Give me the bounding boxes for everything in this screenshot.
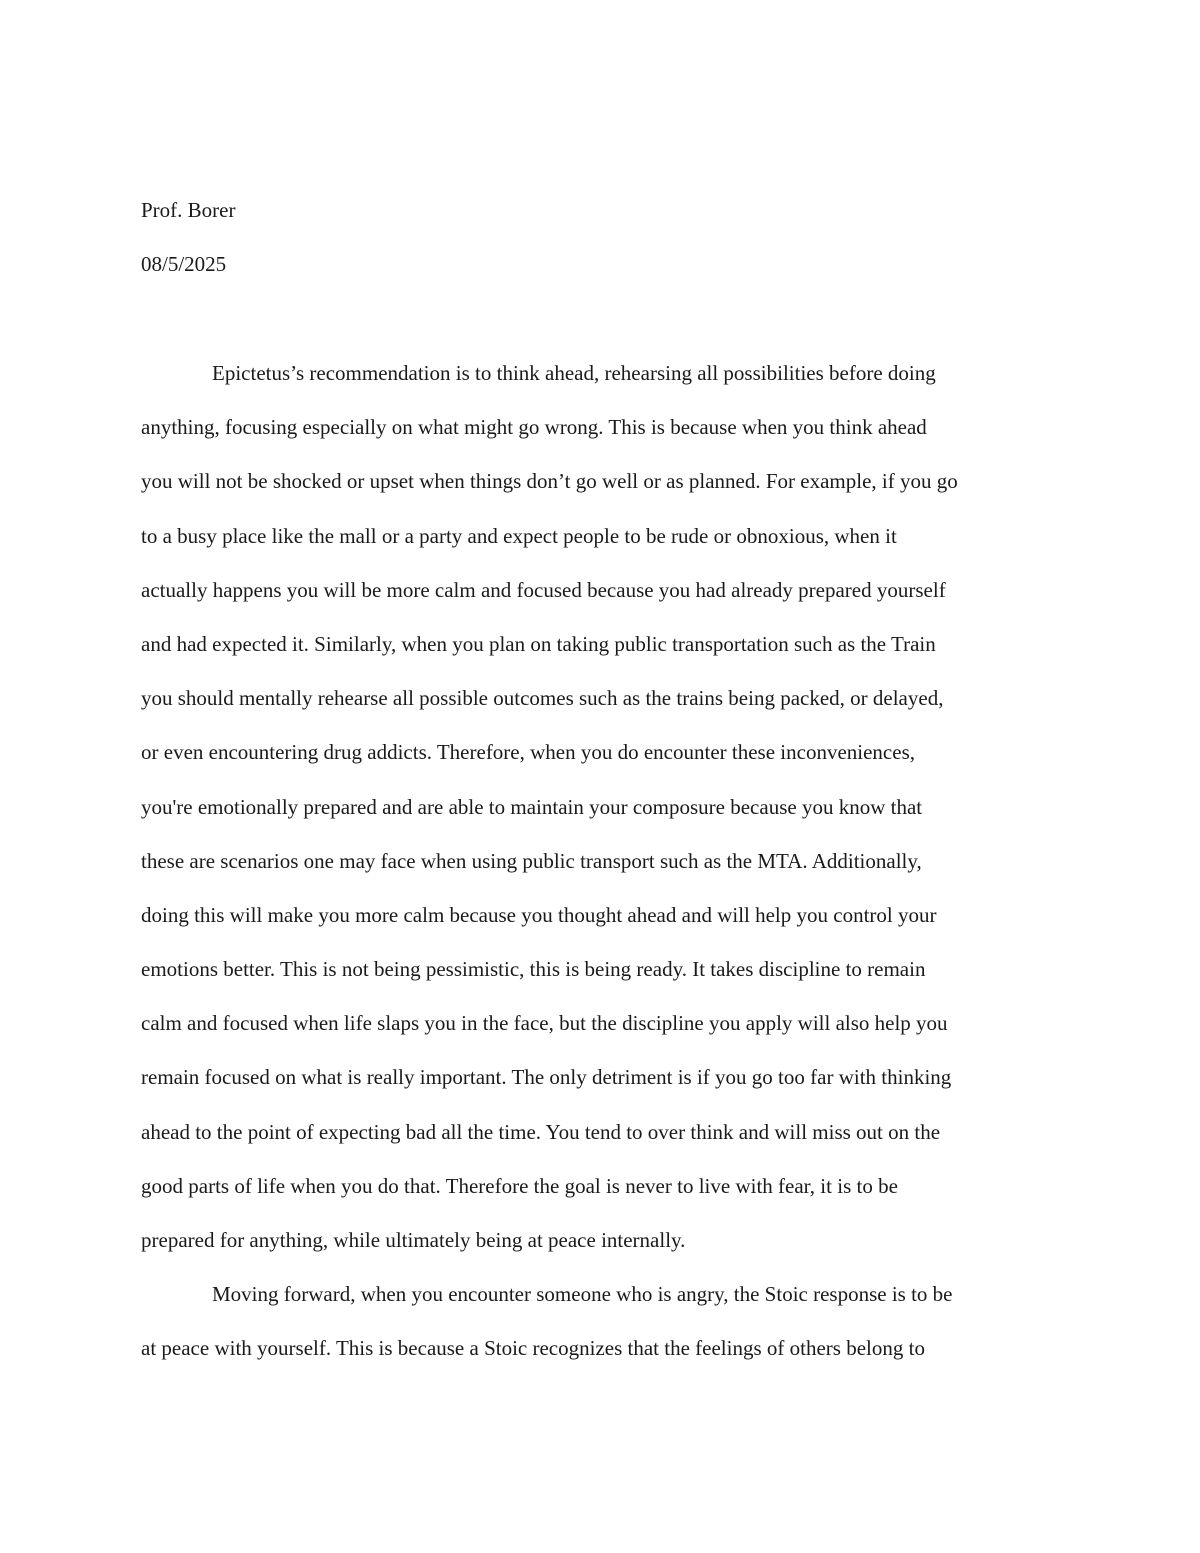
paragraph-1-line: actually happens you will be more calm and focused because you had already prepared yourself — [141, 577, 946, 602]
paragraph-1-line: you should mentally rehearse all possible outcomes such as the trains being packed, or delayed, — [141, 686, 944, 711]
instructor-name: Prof. Borer — [141, 198, 236, 222]
paragraph-1-line: to a busy place like the mall or a party and expect people to be rude or obnoxious, when it — [141, 523, 897, 548]
paragraph-1-line: prepared for anything, while ultimately being at peace internally. — [141, 1228, 686, 1252]
paragraph-1-line: you will not be shocked or upset when things don’t go well or as planned. For example, if you go — [141, 469, 958, 494]
paragraph-2-line: Moving forward, when you encounter someone who is angry, the Stoic response is to be — [212, 1282, 953, 1307]
document-date: 08/5/2025 — [141, 252, 227, 276]
paragraph-1-line: ahead to the point of expecting bad all the time. You tend to over think and will miss out on the — [141, 1119, 941, 1144]
paragraph-1-line: remain focused on what is really important. The only detriment is if you go too far with thinking — [141, 1065, 952, 1090]
essay-body — [141, 358, 1061, 1388]
paragraph-1-line: emotions better. This is not being pessimistic, this is being ready. It takes discipline to remain — [141, 957, 926, 982]
paragraph-1-line: Epictetus’s recommendation is to think ahead, rehearsing all possibilities before doing — [212, 361, 936, 385]
paragraph-1-line: doing this will make you more calm because you thought ahead and will help you control your — [141, 902, 937, 927]
paragraph-1-line: you're emotionally prepared and are able to maintain your composure because you know that — [141, 794, 923, 819]
paragraph-1-line: these are scenarios one may face when using public transport such as the MTA. Additionally, — [141, 848, 922, 873]
paragraph-1-line: anything, focusing especially on what might go wrong. This is because when you think ahead — [141, 415, 927, 440]
paragraph-1-line: or even encountering drug addicts. Therefore, when you do encounter these inconveniences, — [141, 740, 915, 765]
paragraph-1-line: calm and focused when life slaps you in the face, but the discipline you apply will also help you — [141, 1011, 948, 1036]
paragraph-1-line: good parts of life when you do that. Therefore the goal is never to live with fear, it is to be — [141, 1173, 898, 1198]
paragraph-1-line: and had expected it. Similarly, when you plan on taking public transportation such as the Train — [141, 631, 936, 656]
paragraph-2-line: at peace with yourself. This is because a Stoic recognizes that the feelings of others belong to — [141, 1336, 925, 1361]
